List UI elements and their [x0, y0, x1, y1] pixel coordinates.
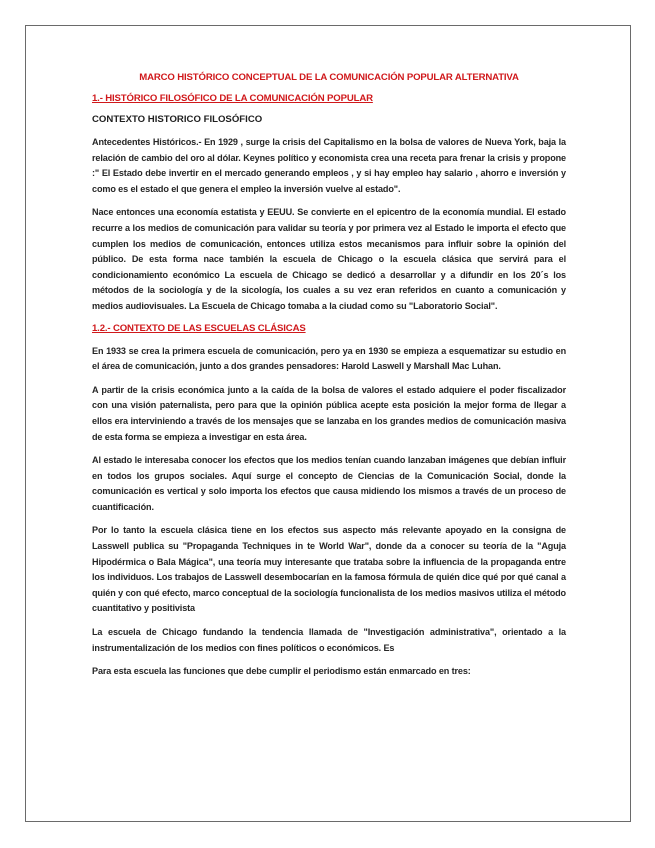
document-title: MARCO HISTÓRICO CONCEPTUAL DE LA COMUNICACIÓN POPULAR ALTERNATIVA [139, 72, 519, 83]
paragraph-funciones-periodismo: Para esta escuela las funciones que debe cumplir el periodismo están enmarcado en tres: [92, 666, 471, 677]
paragraph-antecedentes: Antecedentes Históricos.- En 1929 , surge la crisis del Capitalismo en la bolsa de valores de Nueva York, baja la relación de cambio del oro al dólar. Keynes político y economista crea una receta para frenar la crisis y propone :" El Estado debe invertir en el mercado generando empleos , y si hay empleo hay salario , ahorro e inversión y como es el estado el que genera el empleo la inversión vuelve al estado". [92, 137, 566, 194]
paragraph-investigacion-administrativa: La escuela de Chicago fundando la tendencia llamada de "Investigación administrativa", orientado a la instrumentalización de los medios con fines políticos o económicos. Es [92, 627, 566, 653]
section-heading-historico: 1.- HISTÓRICO FILOSÓFICO DE LA COMUNICACIÓN POPULAR [92, 93, 373, 104]
paragraph-efectos-medios: Al estado le interesaba conocer los efectos que los medios tenían cuando lanzaban imágenes que debían influir en todos los grupos sociales. Aquí surge el concepto de Ciencias de la Comunicación Social, donde la comunicación es vertical y solo importa los efectos que causa midiendo los mismos a través de un proceso de cuantificación. [92, 455, 566, 512]
section-heading-escuelas-clasicas: 1.2.- CONTEXTO DE LAS ESCUELAS CLÁSICAS [92, 322, 306, 334]
paragraph-economia-estatista: Nace entonces una economía estatista y EEUU. Se convierte en el epicentro de la economía mundial. El estado recurre a los medios de comunicación para validar su teoría y por primera vez al Estado le importa el efecto que cumplen los medios de comunicación, entonces utiliza estos mecanismos para influir sobre la opinión del público. De esta forma nace también la escuela de Chicago o la escuela clásica que servirá para el condicionamiento económico La escuela de Chicago se dedicó a desarrollar y a difundir en los 20´s los métodos de la sociología y de la sicología, los cuales a su vez eran referidos en cuanto a comunicación y medios audiovisuales. La Escuela de Chicago tomaba a la ciudad como su "Laboratorio Social". [92, 207, 566, 311]
paragraph-primera-escuela: En 1933 se crea la primera escuela de comunicación, pero ya en 1930 se empieza a esquematizar su estudio en el área de comunicación, junto a dos grandes pensadores: Harold Laswell y Marshall Mac Luhan. [92, 345, 566, 372]
document-body [92, 72, 566, 688]
paragraph-crisis-economica: A partir de la crisis económica junto a la caída de la bolsa de valores el estado adquiere el poder fiscalizador con una visión paternalista, pero para que la opinión pública acepte esta posición la mejor forma de llegar a ellos era interviniendo a través de los mensajes que se lanzaba en los grandes medios de comunicación masiva de esta forma se empieza a investigar en esta área. [92, 384, 566, 442]
paragraph-escuela-clasica: Por lo tanto la escuela clásica tiene en los efectos sus aspecto más relevante apoyado en la consigna de Lasswell publica su "Propaganda Techniques in te World War", donde da a conocer su teoría de la "Aguja Hipodérmica o Bala Mágica", una teoría muy interesante que trataba sobre la influencia de la propaganda entre los individuos. Los trabajos de Lasswell desembocarían en la famosa fórmula de quién dice qué por qué canal a quién y con qué efecto, marco conceptual de la sociología funcionalista de los medios masivos utiliza el método cuantitativo y positivista [92, 525, 566, 614]
subheading-contexto: CONTEXTO HISTORICO FILOSÓFICO [92, 114, 263, 125]
